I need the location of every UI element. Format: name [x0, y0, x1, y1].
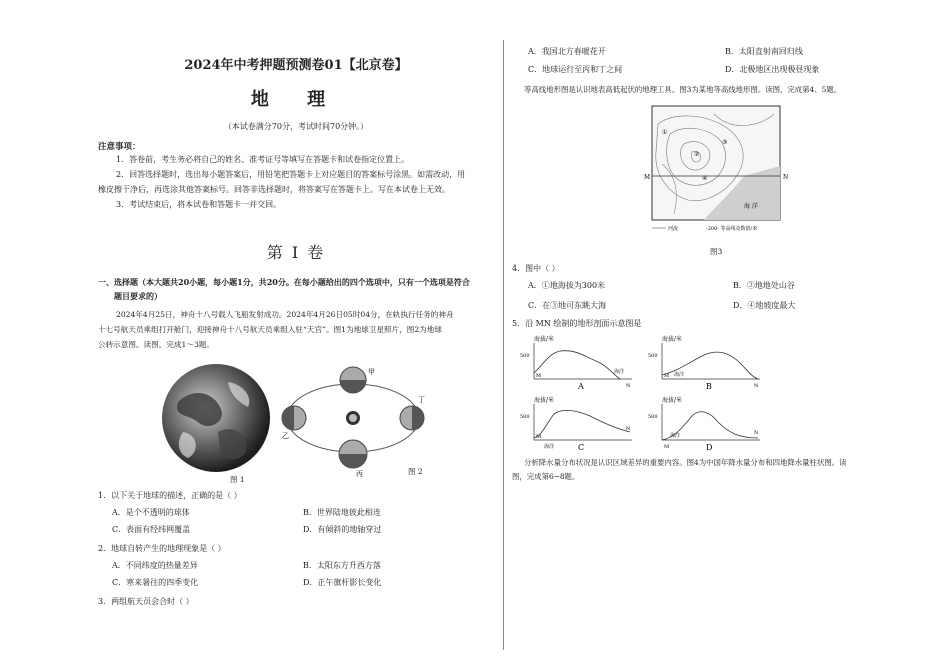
notice-item: 1．答卷前，考生务必将自己的姓名、准考证号等填写在答题卡和试卷指定位置上。 — [116, 155, 410, 164]
left-column — [98, 40, 494, 607]
closing-line: 分析降水量分布状况是认识区域差异的重要内容。图4为中国年降水量分布和四地降水量柱状图。读 — [524, 458, 847, 467]
question-3-stem: 3．两组航天员会合时（ ） — [98, 597, 194, 606]
option: D．有倾斜的地轴穿过 — [303, 525, 382, 534]
chart-d-m: M — [664, 444, 670, 450]
chart-d-letter: D — [706, 443, 713, 452]
option: A．①地海拔为300米 — [528, 281, 606, 290]
fig2-label: 图 2 — [408, 467, 423, 476]
profile-chart-a — [520, 333, 640, 391]
column-divider — [503, 40, 504, 650]
map-point-1: ① — [662, 129, 668, 136]
chart-d-ytick: 500 — [648, 414, 658, 420]
figures-1-2 — [98, 362, 494, 482]
right-column — [512, 46, 922, 481]
chart-d-n: N — [754, 430, 759, 436]
map-legend-contour: -200- 等高线及数值/米 — [706, 226, 758, 232]
subject-title: 地 理 — [250, 89, 342, 110]
earth-orbit-diagram — [278, 362, 428, 480]
question-4-options — [512, 280, 938, 311]
map-passage: 等高线地形图是认识地表高低起伏的地理工具。图3为某地等高线地形图。读图，完成第4、5题。 — [524, 85, 842, 94]
option: B．太阳东方升西方落 — [303, 561, 381, 570]
chart-a-ytick: 500 — [520, 353, 530, 359]
map-n-label: N — [783, 174, 789, 181]
fig3-label: 图3 — [710, 247, 723, 256]
passage-line: 十七号航天员乘组打开舱门，迎接神舟十八号航天员乘组入驻“天宫”。图1为地球卫星照片，图2为地球 — [98, 325, 442, 334]
option: A．是个不透明的球体 — [112, 508, 190, 517]
orbit-label-ding: 丁 — [418, 396, 425, 404]
notice-item: 2．回答选择题时，选出每小题答案后，用铅笔把答题卡上对应题目的答案标号涂黑。如需改动，用 — [116, 170, 466, 179]
passage — [98, 307, 494, 352]
orbit-label-jia: 甲 — [368, 368, 375, 376]
option: D．正午旗杆影长变化 — [303, 578, 382, 587]
map-point-3: ③ — [722, 139, 728, 146]
question-1-stem: 1．以下关于地球的描述，正确的是（ ） — [98, 491, 242, 500]
chart-b-ylabel: 海拔/米 — [662, 336, 683, 343]
notice-item: 橡皮擦干净后，再选涂其他答案标号。回答非选择题时，将答案写在答题卡上。写在本试卷上无效。 — [98, 185, 450, 194]
map-point-4: ④ — [702, 175, 708, 182]
chart-a-letter: A — [578, 382, 584, 391]
section-heading — [98, 275, 494, 303]
chart-b-m: M — [664, 373, 670, 379]
orbit-label-yi: 乙 — [282, 432, 289, 440]
closing-line: 图，完成第6~8题。 — [512, 472, 580, 481]
chart-d-ylabel: 海拔/米 — [662, 397, 683, 404]
chart-a-m: M — [536, 373, 542, 379]
question-3-options — [512, 46, 922, 75]
option: C．地球运行至丙和丁之间 — [528, 65, 623, 74]
option: A．我国北方春暖花开 — [528, 47, 606, 56]
question-4-stem: 4．图中（ ） — [512, 264, 560, 273]
map-m-label: M — [644, 174, 651, 181]
question-2-stem: 2．地球自转产生的地理现象是（ ） — [98, 544, 226, 553]
profile-chart-c — [520, 394, 640, 452]
part-title: 第 I 卷 — [266, 243, 326, 262]
chart-c-n: N — [626, 426, 631, 432]
section-heading-line: 题目要求的） — [114, 291, 162, 301]
chart-b-letter: B — [706, 382, 712, 391]
chart-c-sea: 海洋 — [544, 444, 555, 450]
map-legend-river: 河流 — [668, 226, 679, 232]
earth-satellite-photo — [158, 362, 278, 482]
option: B．世界陆地彼此相连 — [303, 508, 381, 517]
option: D．北极地区出现极昼现象 — [725, 65, 820, 74]
chart-b-sea: 海洋 — [674, 372, 685, 378]
chart-c-ytick: 500 — [520, 414, 530, 420]
exam-title: 2024年中考押题预测卷01【北京卷】 — [184, 58, 408, 73]
section-heading-line: 一、选择题（本大题共20小题，每小题1分，共20分。在每小题给出的四个选项中，只有一个选项是符合 — [98, 277, 470, 287]
chart-c-m: M — [536, 434, 542, 440]
notice-item: 3．考试结束后，将本试卷和答题卡一并交回。 — [116, 200, 282, 209]
chart-a-ylabel: 海拔/米 — [534, 336, 555, 343]
passage-line: 2024年4月25日，神舟十八号载人飞船发射成功。2024年4月26日05时04分，在轨执行任务的神舟 — [116, 310, 454, 319]
chart-c-ylabel: 海拔/米 — [534, 397, 555, 404]
question-5-stem: 5．沿 MN 绘制的地形剖面示意图是 — [512, 319, 642, 328]
option: C．寒来暑往的四季变化 — [112, 578, 199, 587]
option: C．在③地可东眺大海 — [528, 301, 607, 310]
chart-c-letter: C — [578, 443, 585, 452]
chart-b-ytick: 500 — [648, 353, 658, 359]
question-1-options — [98, 507, 494, 535]
contour-map — [644, 104, 794, 244]
chart-a-n: N — [626, 383, 631, 389]
option: B．②地地处山谷 — [733, 281, 795, 290]
map-point-2: ② — [694, 151, 700, 158]
question-2-options — [98, 560, 494, 588]
fig1-label: 图 1 — [230, 475, 245, 484]
exam-meta: （本试卷满分70分，考试时间70分钟。） — [223, 122, 369, 131]
option: B．太阳直射南回归线 — [725, 47, 803, 56]
closing-passage — [512, 456, 922, 484]
option: D．④地坡度最大 — [733, 301, 796, 310]
passage-line: 公转示意图。读图，完成1～3题。 — [98, 340, 214, 349]
option: A．不同纬度的热量差异 — [112, 561, 198, 570]
chart-d-sea: 海洋 — [670, 433, 681, 439]
profile-chart-b — [648, 333, 768, 391]
option: C．表面有经纬网覆盖 — [112, 525, 191, 534]
notice-heading: 注意事项： — [98, 142, 141, 152]
orbit-label-bing: 丙 — [356, 470, 363, 478]
chart-a-sea: 海洋 — [614, 369, 625, 375]
profile-chart-d — [648, 394, 768, 452]
map-sea-label: 海 洋 — [744, 203, 758, 210]
chart-b-n: N — [754, 383, 759, 389]
